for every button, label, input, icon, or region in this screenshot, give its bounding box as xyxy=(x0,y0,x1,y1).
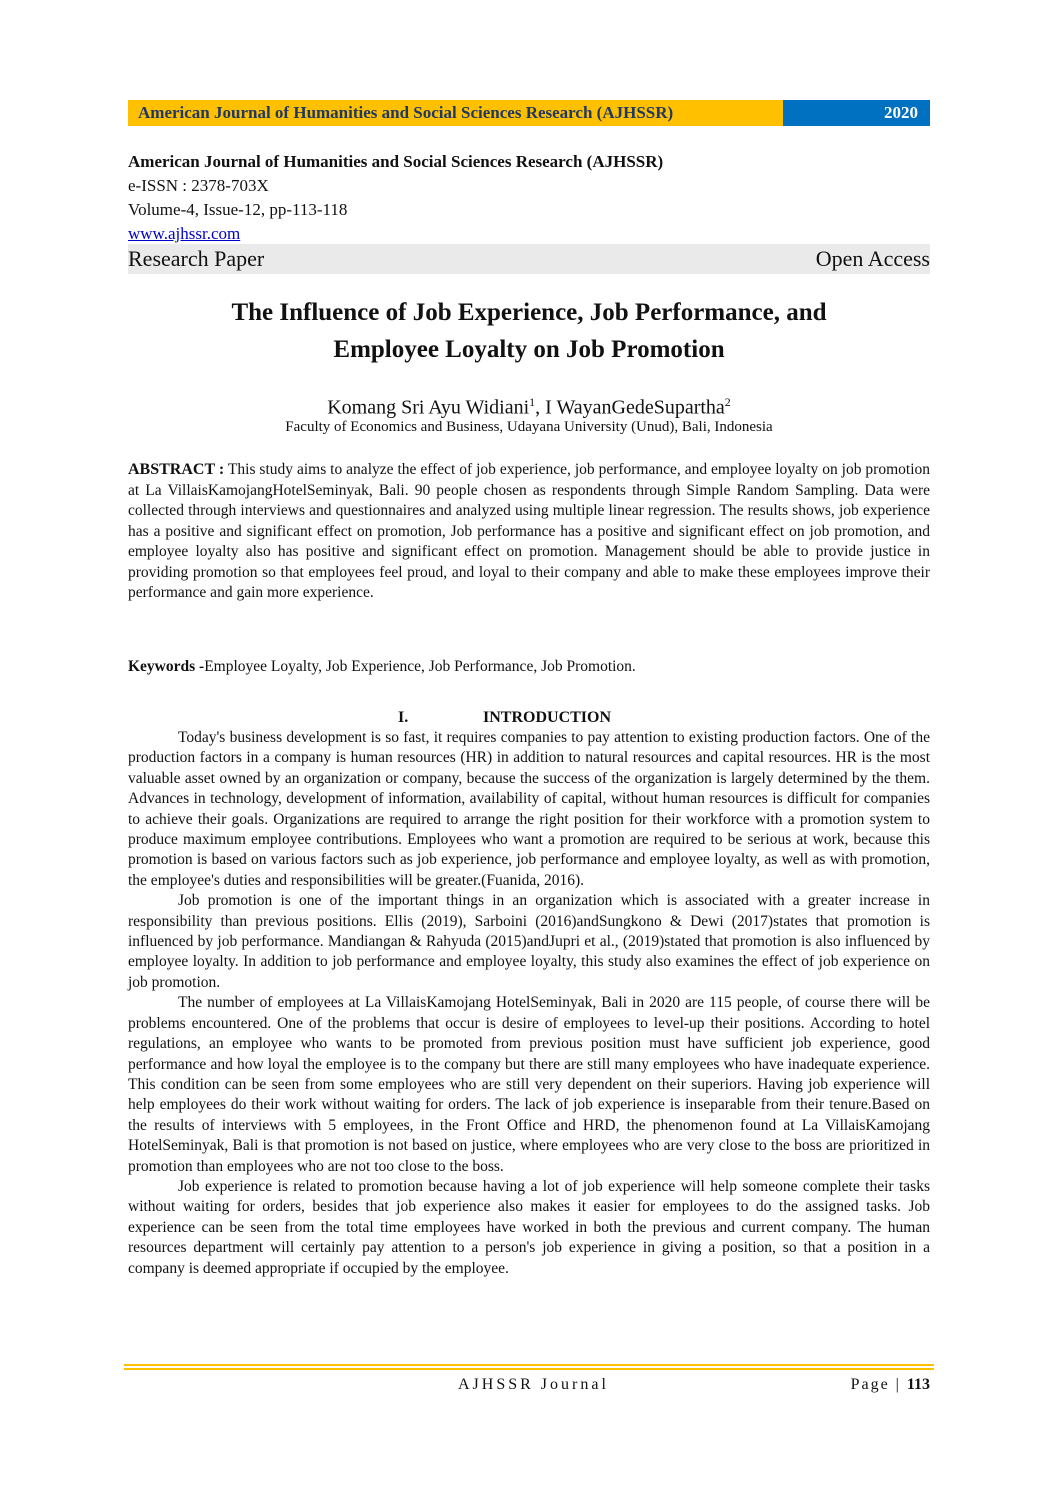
abstract xyxy=(128,460,930,604)
paper-title xyxy=(128,294,930,368)
abstract-label: ABSTRACT : xyxy=(128,461,225,478)
volume-info: Volume-4, Issue-12, pp-113-118 xyxy=(128,200,348,219)
website-link[interactable]: www.ajhssr.com xyxy=(128,224,241,243)
body-paragraph: Job experience is related to promotion because having a lot of job experience will help someone complete their tasks without waiting for orders, besides that job experience also makes it easier for employees to do the assigned tasks. Job experience can be seen from the total time employees have worked in both the previous and current company. The human resources department will certainly pay attention to a person's job experience in giving a position, so that a position in a company is deemed appropriate if occupied by the employee. xyxy=(128,1177,930,1277)
journal-meta xyxy=(128,150,930,246)
keywords xyxy=(128,656,930,678)
abstract-text: This study aims to analyze the effect of job experience, job performance, and employee loyalty on job promotion at La VillaisKamojangHotelSeminyak, Bali. 90 people chosen as respondents through Simple Random Sampling. Data were collected through interviews and questionnaires and analyzed using multiple linear regression. The results shows, job experience has a positive and significant effect on promotion, Job performance has a positive and significant effect on job promotion, and employee loyalty also has positive and significant effect on promotion. Management should be able to provide justice in providing promotion so that employees feel proud, and loyal to their company and able to make these employees improve their performance and gain more experience. xyxy=(128,461,931,601)
body-paragraph: The number of employees at La VillaisKamojang HotelSeminyak, Bali in 2020 are 115 people, of course there will be problems encountered. One of the problems that occur is desire of employees to level-up their positions. According to hotel regulations, an employee who wants to be promoted from previous position must have sufficient job experience, good performance and how loyal the employee is to the company but there are still many employees who have inadequate experience. This condition can be seen from some employees who are still very dependent on their superiors. Having job experience will help employees do their work without waiting for orders. The lack of job experience is inseparable from their tenure.Based on the results of interviews with 5 employees, in the Front Office and HRD, the phenomenon found at La VillaisKamojang HotelSeminyak, Bali is that promotion is not based on justice, where employees who are very close to the boss are prioritized in promotion than employees who are not too close to the boss. xyxy=(128,994,930,1175)
section-number: I. xyxy=(398,709,409,726)
body-paragraph: Today's business development is so fast, it requires companies to pay attention to existing production factors. One of the production factors in a company is human resources (HR) in addition to natural resources and capital resources. HR is the most valuable asset owned by an organization or company, because the success of the organization is largely determined by the them. Advances in technology, development of information, availability of capital, without human resources is difficult for companies to achieve their goals. Organizations are required to arrange the right position for their workforce with a promotion system to produce maximum employee contributions. Employees who want a promotion are required to be serious at work, because this promotion is based on various factors such as job experience, job performance and employee loyalty, as well as with promotion, the employee's duties and responsibilities will be greater.(Fuanida, 2016). xyxy=(128,729,930,889)
author-1: Komang Sri Ayu Widiani xyxy=(327,396,530,419)
footer-page xyxy=(851,1375,930,1395)
journal-header-bar xyxy=(128,100,930,126)
author-2-affiliation-mark: 2 xyxy=(724,395,731,409)
keywords-text: Employee Loyalty, Job Experience, Job Performance, Job Promotion. xyxy=(204,658,636,675)
paper-type: Research Paper xyxy=(128,246,265,271)
footer-page-label: Page | xyxy=(850,1376,907,1393)
keywords-label: Keywords - xyxy=(128,658,205,675)
issn: e-ISSN : 2378-703X xyxy=(128,176,269,195)
journal-header-year: 2020 xyxy=(783,100,930,126)
journal-name: American Journal of Humanities and Social Sciences Research (AJHSSR) xyxy=(128,152,664,171)
body-paragraph: Job promotion is one of the important things in an organization which is associated with a greater increase in responsibility than previous positions. Ellis (2019), Sarboini (2016)andSungkono & Dewi (2017)states that promotion is influenced by job performance. Mandiangan & Rahyuda (2015)andJupri et al., (2019)stated that promotion is also influenced by employee loyalty. In addition to job performance and employee loyalty, this study also examines the effect of job experience on job promotion. xyxy=(128,892,930,991)
footer-page-number: 113 xyxy=(906,1376,930,1393)
paper-title-line-2: Employee Loyalty on Job Promotion xyxy=(333,336,725,363)
footer-rule-bottom xyxy=(124,1368,934,1370)
author-separator: , xyxy=(535,396,546,419)
paper-title-line-1: The Influence of Job Experience, Job Performance, and xyxy=(231,299,827,326)
section-title: INTRODUCTION xyxy=(483,709,612,726)
footer-journal: AJHSSR Journal xyxy=(458,1376,609,1393)
footer-rule-top xyxy=(124,1364,934,1366)
affiliation: Faculty of Economics and Business, Udayana University (Unud), Bali, Indonesia xyxy=(285,419,773,435)
section-body xyxy=(128,728,930,1279)
author-2: I WayanGedeSupartha xyxy=(545,396,725,419)
access-type: Open Access xyxy=(815,246,930,271)
author-1-affiliation-mark: 1 xyxy=(529,395,536,409)
paper-type-bar xyxy=(128,244,930,274)
journal-header-title: American Journal of Humanities and Social Sciences Research (AJHSSR) xyxy=(128,100,783,126)
